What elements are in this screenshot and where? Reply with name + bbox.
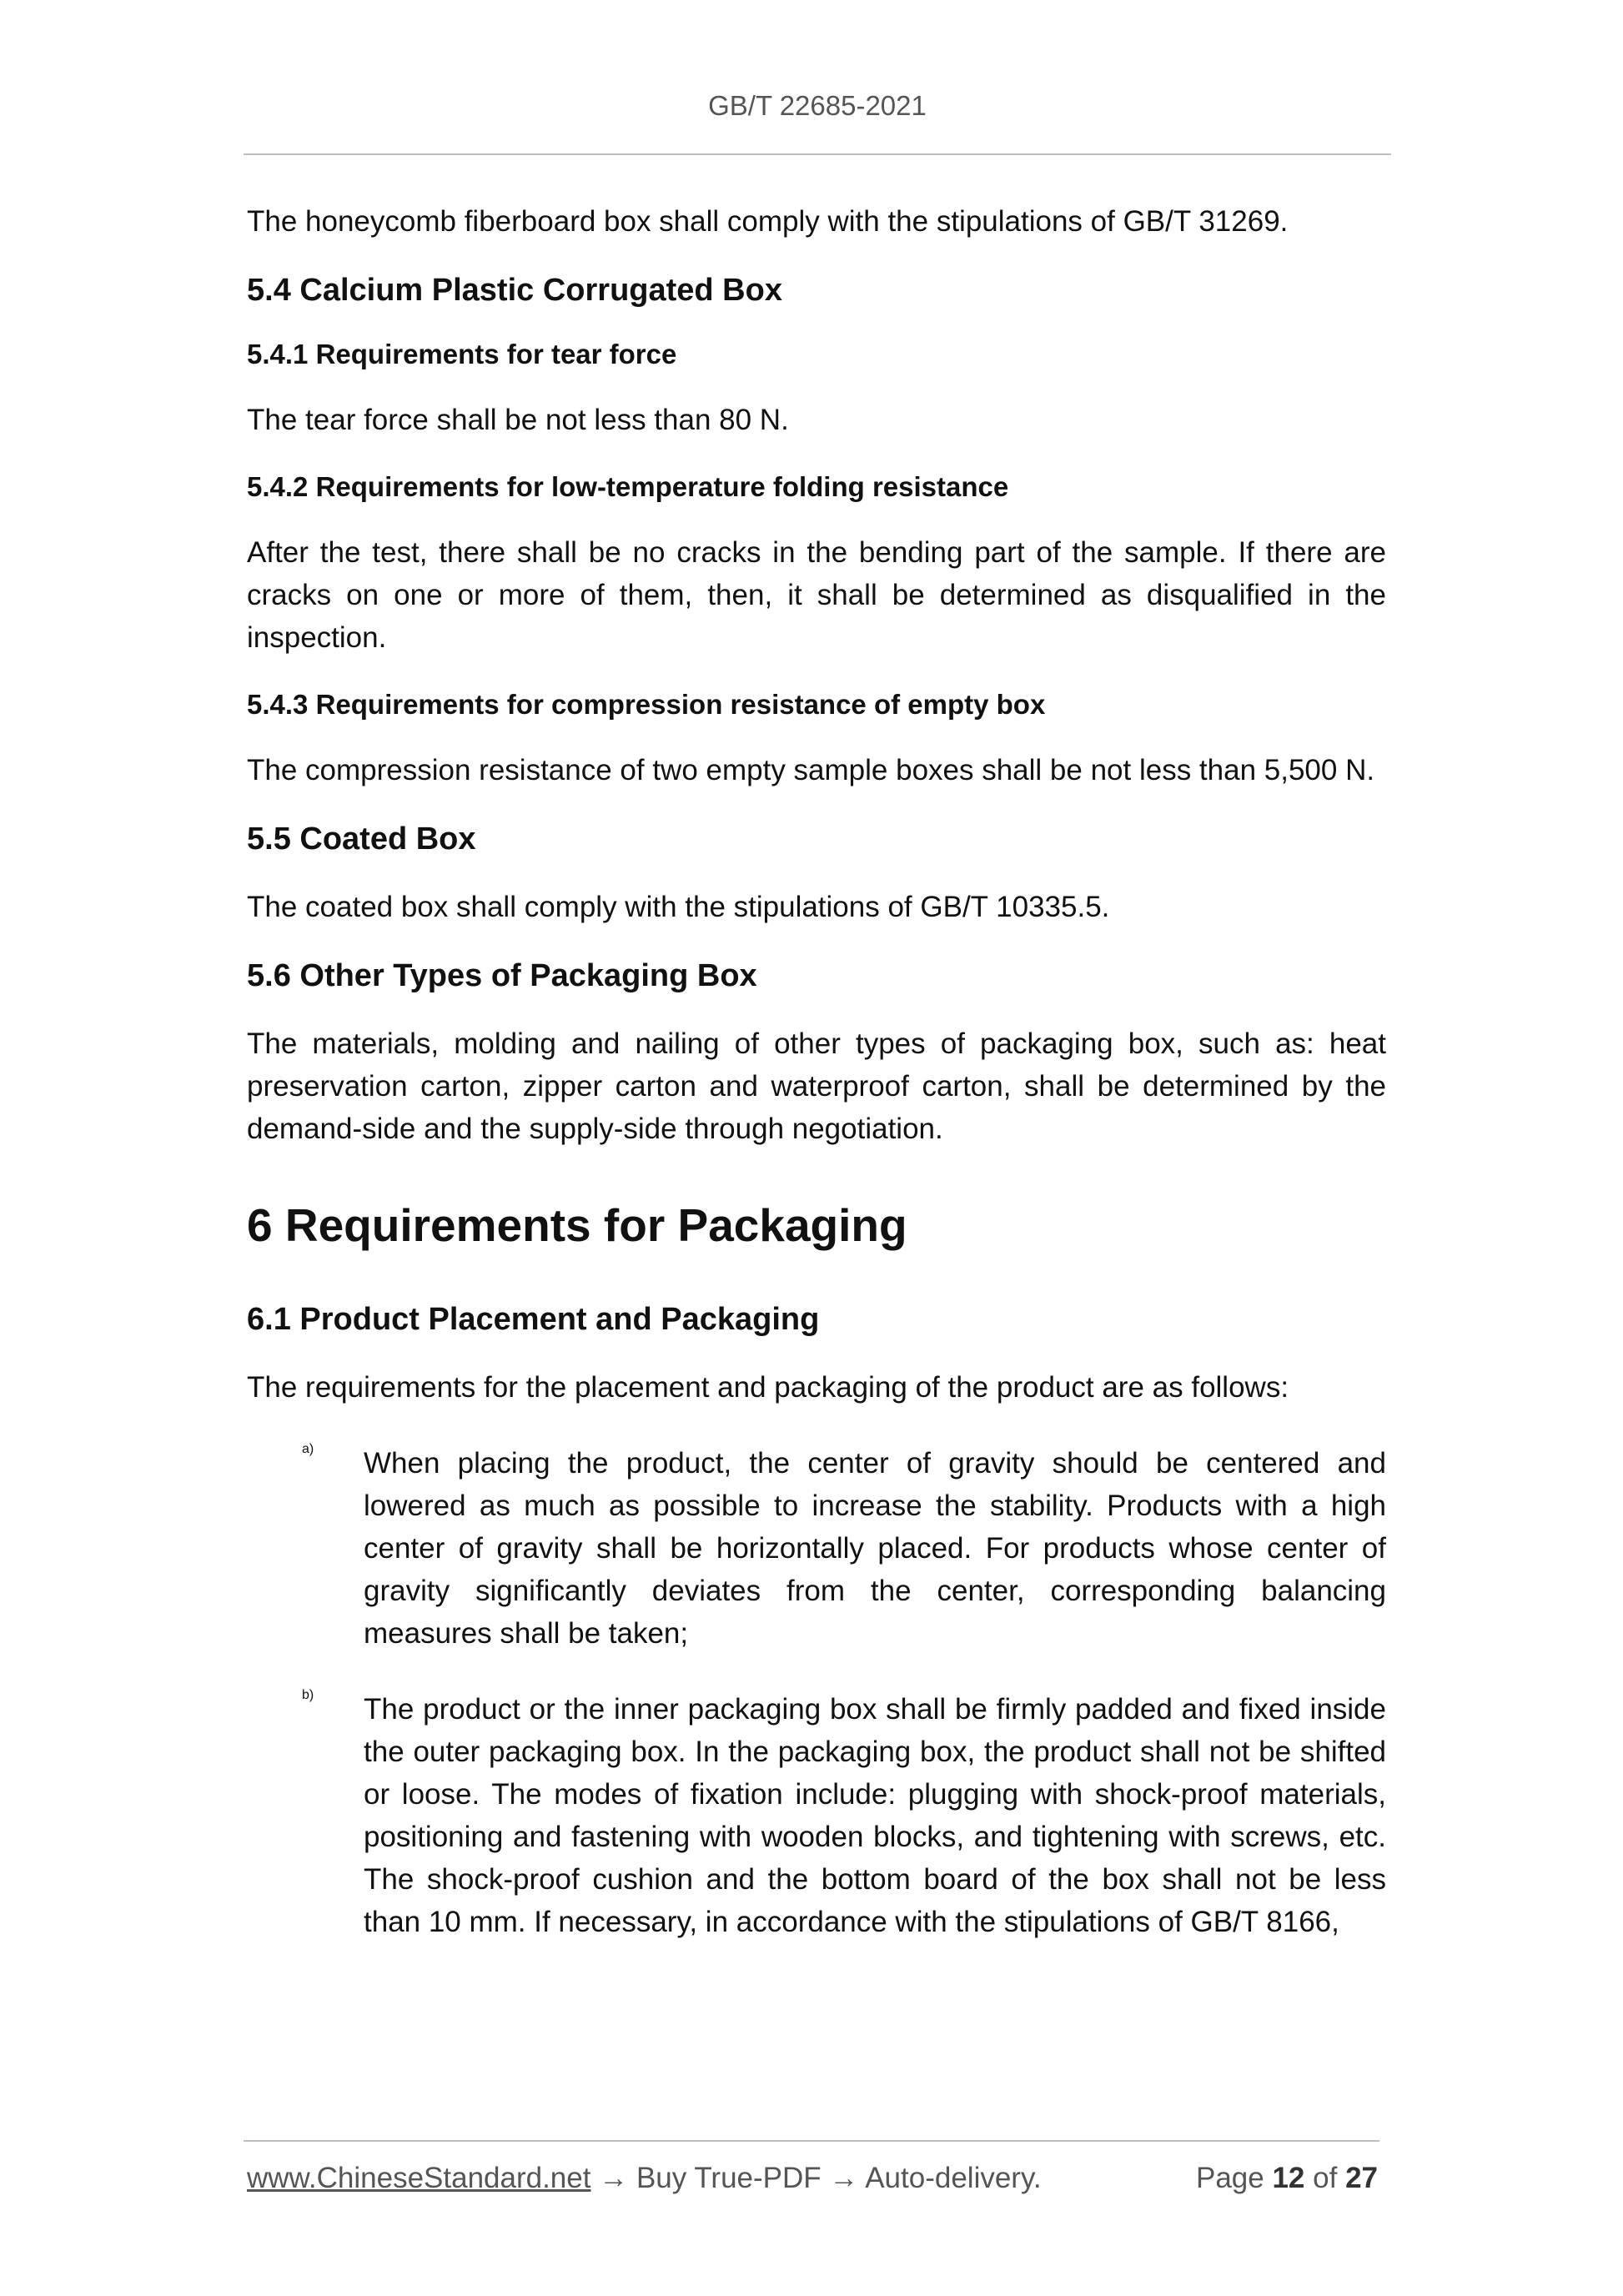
heading-6: 6 Requirements for Packaging xyxy=(247,1199,907,1251)
heading-6-1: 6.1 Product Placement and Packaging xyxy=(247,1302,820,1337)
heading-5-5: 5.5 Coated Box xyxy=(247,821,476,857)
page-label: Page xyxy=(1195,2162,1264,2194)
auto-delivery-text: Auto-delivery. xyxy=(865,2162,1042,2194)
list-item-text: The product or the inner packaging box shall be firmly padded and fixed inside the outer packaging box. In the packaging box, the product shall not be shifted or loose. The modes of fixation include: plugging with shock-proof materials, positioning and fastening with wooden blocks, and tightening with screws, etc. The shock-proof cushion and the bottom board of the box shall not be less than 10 mm. If necessary, in accordance with the stipulations of GB/T 8166, xyxy=(364,1693,1386,1938)
paragraph-honeycomb: The honeycomb fiberboard box shall comply with the stipulations of GB/T 31269. xyxy=(247,205,1289,238)
total-pages: 27 xyxy=(1345,2162,1378,2194)
paragraph-5-6: The materials, molding and nailing of other types of packaging box, such as: heat preservation carton, zipper carton and waterproof carton, shall be determined by the demand-side and the supply-side through negotiation. xyxy=(247,1027,1386,1145)
list-item-a xyxy=(247,1442,1386,1655)
page-number: 12 xyxy=(1272,2162,1305,2194)
heading-5-4-3: 5.4.3 Requirements for compression resistance of empty box xyxy=(247,689,1046,720)
page-indicator xyxy=(1196,2162,1378,2195)
of-label: of xyxy=(1313,2162,1338,2194)
buy-true-pdf-text: Buy True-PDF xyxy=(636,2162,822,2194)
heading-5-4-1: 5.4.1 Requirements for tear force xyxy=(247,339,677,369)
website-link[interactable]: www.ChineseStandard.net xyxy=(247,2162,591,2194)
heading-5-6: 5.6 Other Types of Packaging Box xyxy=(247,958,757,993)
header-divider xyxy=(244,153,1391,155)
document-footer xyxy=(247,2162,1378,2195)
footer-divider xyxy=(244,2140,1379,2142)
list-marker: a) xyxy=(302,1442,314,1456)
paragraph-5-5: The coated box shall comply with the stipulations of GB/T 10335.5. xyxy=(247,891,1110,923)
paragraph-5-4-3: The compression resistance of two empty sample boxes shall be not less than 5,500 N. xyxy=(247,754,1375,786)
page-content xyxy=(247,200,1386,1943)
heading-5-4: 5.4 Calcium Plastic Corrugated Box xyxy=(247,273,782,308)
paragraph-5-4-2: After the test, there shall be no cracks in the bending part of the sample. If there are cracks on one or more of them, then, it shall be determined as disqualified in the inspection. xyxy=(247,536,1386,654)
list-marker: b) xyxy=(302,1688,314,1702)
document-header: GB/T 22685-2021 xyxy=(708,90,927,121)
paragraph-6-1: The requirements for the placement and packaging of the product are as follows: xyxy=(247,1371,1289,1404)
paragraph-5-4-1: The tear force shall be not less than 80 N. xyxy=(247,404,789,436)
heading-5-4-2: 5.4.2 Requirements for low-temperature folding resistance xyxy=(247,471,1009,502)
list-item-text: When placing the product, the center of gravity should be centered and lowered as much as possible to increase the stability. Products with a high center of gravity shall be horizontally placed. For products whose center of gravity significantly deviates from the center, corresponding balancing measures shall be taken; xyxy=(364,1447,1386,1650)
arrow-right-icon: → xyxy=(829,2162,859,2194)
arrow-right-icon: → xyxy=(599,2162,629,2194)
list-item-b xyxy=(247,1688,1386,1943)
